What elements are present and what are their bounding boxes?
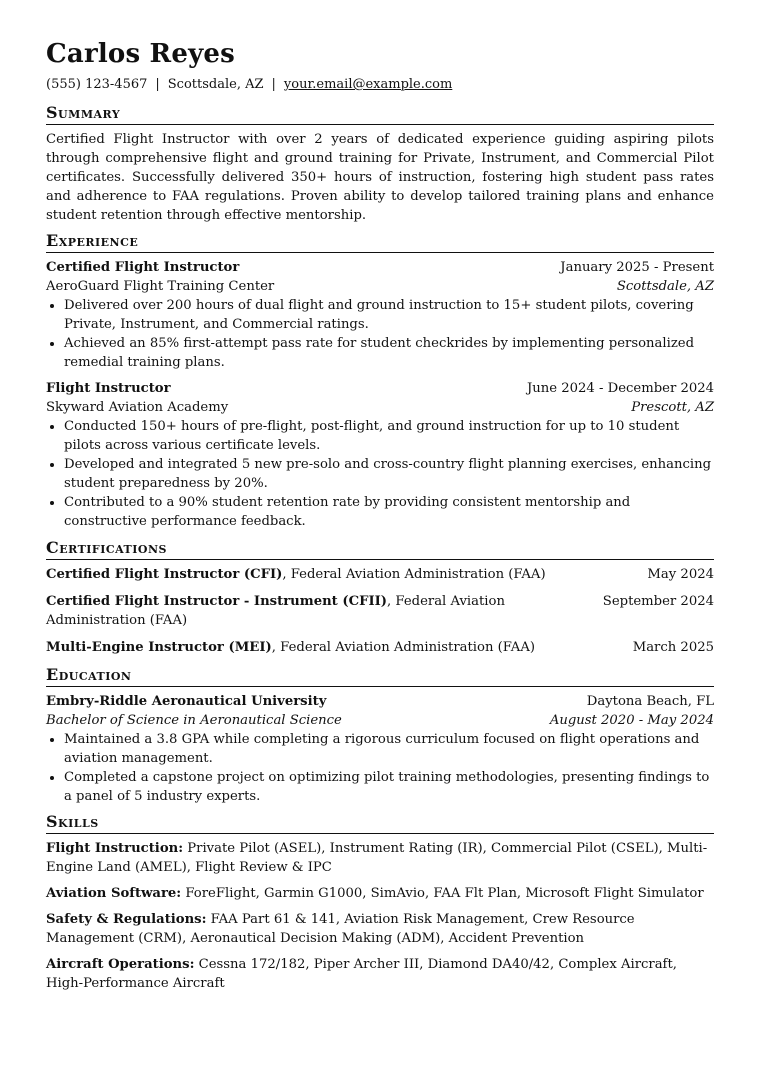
education-bullets — [46, 730, 714, 806]
certification-name: Multi-Engine Instructor (MEI) — [46, 640, 272, 655]
skill-line — [46, 910, 714, 948]
resume-header — [46, 38, 714, 94]
candidate-name: Carlos Reyes — [46, 39, 235, 69]
contact-separator: | — [155, 77, 160, 92]
job-location: Scottsdale, AZ — [616, 279, 714, 294]
skill-label: Aviation Software: — [46, 886, 182, 901]
skill-label: Aircraft Operations: — [46, 957, 195, 972]
certification-name: Certified Flight Instructor (CFI) — [46, 567, 283, 582]
skill-line — [46, 839, 714, 877]
certifications-section — [46, 538, 714, 657]
job-bullets — [46, 417, 714, 531]
skills-section — [46, 812, 714, 993]
skill-text: FAA Part 61 & 141, Aviation Risk Management, Crew Resource Management (CRM), Aeronautical Decision Making (ADM), Accident Prevention — [46, 912, 635, 946]
certification-name: Certified Flight Instructor - Instrument (CFII) — [46, 594, 388, 609]
certification-issuer: , Federal Aviation Administration (FAA) — [46, 594, 505, 628]
education-dates: August 2020 - May 2024 — [549, 713, 714, 728]
certification-issuer: , Federal Aviation Administration (FAA) — [271, 640, 535, 655]
skill-text: ForeFlight, Garmin G1000, SimAvio, FAA Flt Plan, Microsoft Flight Simulator — [181, 886, 704, 901]
school-location: Daytona Beach, FL — [586, 694, 714, 709]
skill-label: Flight Instruction: — [46, 841, 184, 856]
location-text: Scottsdale, AZ — [167, 77, 264, 92]
section-title-certifications: Certifications — [46, 538, 714, 560]
bullet-item: • Delivered over 200 hours of dual flight and ground instruction to 15+ student pilots, covering Private, Instrument, and Commercial ratings. — [64, 296, 714, 334]
summary-section — [46, 103, 714, 225]
section-title-education: Education — [46, 665, 714, 687]
section-title-skills: Skills — [46, 812, 714, 834]
email-link[interactable]: your.email@example.com — [283, 77, 453, 92]
job-role: Certified Flight Instructor — [46, 260, 240, 275]
certification-entry — [46, 565, 714, 584]
certification-date: March 2025 — [632, 640, 714, 655]
school-name: Embry-Riddle Aeronautical University — [46, 694, 327, 709]
bullet-item: • Achieved an 85% first-attempt pass rate for student checkrides by implementing personalized remedial training plans. — [64, 334, 714, 372]
skill-text: Private Pilot (ASEL), Instrument Rating (IR), Commercial Pilot (CSEL), Multi-Engine Land (AMEL), Flight Review & IPC — [46, 841, 708, 875]
section-title-experience: Experience — [46, 231, 714, 253]
bullet-item: • Developed and integrated 5 new pre-solo and cross-country flight planning exercises, enhancing student preparedness by 20%. — [64, 455, 714, 493]
skill-line — [46, 955, 714, 993]
bullet-item: • Maintained a 3.8 GPA while completing a rigorous curriculum focused on flight operations and aviation management. — [64, 730, 714, 768]
skill-text: Cessna 172/182, Piper Archer III, Diamond DA40/42, Complex Aircraft, High-Performance Aircraft — [46, 957, 677, 991]
certification-entry — [46, 638, 714, 657]
job-company: AeroGuard Flight Training Center — [46, 279, 275, 294]
job-bullets — [46, 296, 714, 372]
job-dates: January 2025 - Present — [560, 260, 714, 275]
education-section — [46, 665, 714, 806]
certification-issuer: , Federal Aviation Administration (FAA) — [282, 567, 546, 582]
section-title-summary: Summary — [46, 103, 714, 125]
skill-line — [46, 884, 714, 903]
skill-label: Safety & Regulations: — [46, 912, 207, 927]
job-location: Prescott, AZ — [631, 400, 714, 415]
bullet-item: • Conducted 150+ hours of pre-flight, post-flight, and ground instruction for up to 10 student pilots across various certificate levels. — [64, 417, 714, 455]
summary-text: Certified Flight Instructor with over 2 years of dedicated experience guiding aspiring pilots through comprehensive flight and ground training for Private, Instrument, and Commercial Pilot certificates. Successfully delivered 350+ hours of instruction, fostering high student pass rates and adherence to FAA regulations. Proven ability to develop tailored training plans and enhance student retention through effective mentorship. — [46, 132, 714, 223]
certification-date: May 2024 — [647, 567, 714, 582]
job-dates: June 2024 - December 2024 — [526, 381, 714, 396]
degree-name: Bachelor of Science in Aeronautical Science — [46, 713, 342, 728]
resume-page — [46, 38, 714, 1000]
job-entry — [46, 379, 714, 531]
job-role: Flight Instructor — [46, 381, 171, 396]
bullet-item: • Completed a capstone project on optimizing pilot training methodologies, presenting findings to a panel of 5 industry experts. — [64, 768, 714, 806]
job-entry — [46, 258, 714, 372]
job-company: Skyward Aviation Academy — [46, 400, 229, 415]
certification-date: September 2024 — [602, 594, 714, 609]
experience-section — [46, 231, 714, 531]
certification-entry — [46, 592, 714, 630]
bullet-item: • Contributed to a 90% student retention rate by providing consistent mentorship and constructive performance feedback. — [64, 493, 714, 531]
phone-number: (555) 123-4567 — [46, 77, 148, 92]
contact-line — [46, 76, 714, 94]
contact-separator: | — [271, 77, 276, 92]
